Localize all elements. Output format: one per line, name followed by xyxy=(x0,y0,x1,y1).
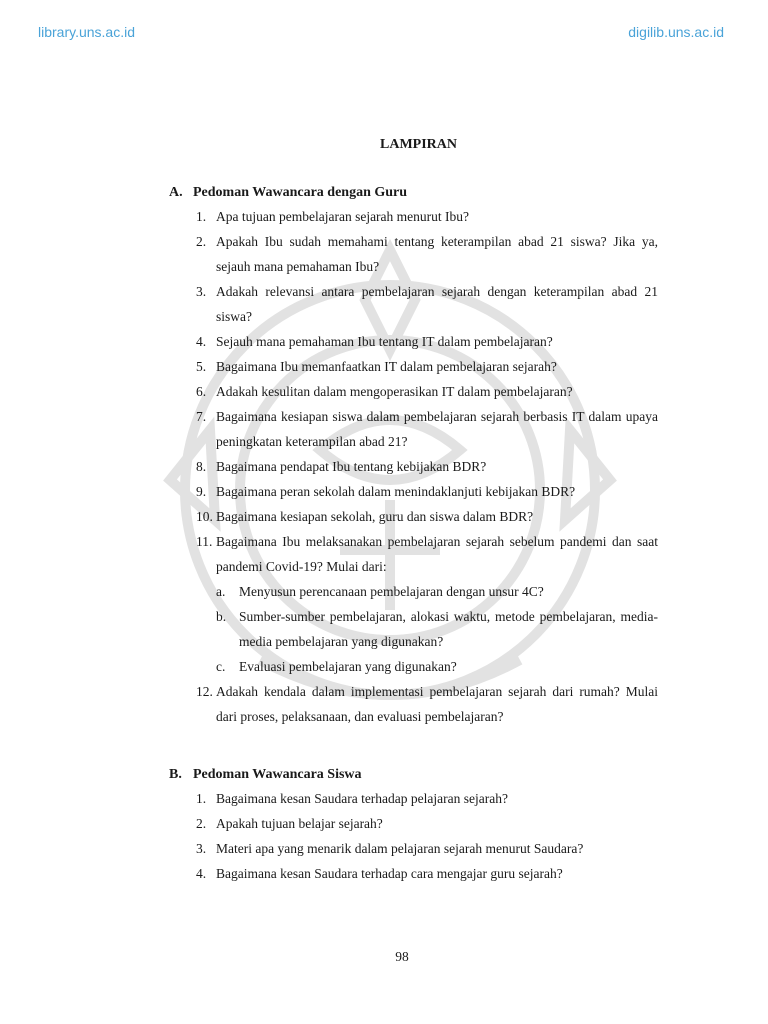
item-text: Adakah kendala dalam implementasi pembelajaran sejarah dari rumah? Mulai dari proses, pelaksanaan, dan evaluasi pembelajaran? xyxy=(216,684,658,724)
item-number: 3. xyxy=(196,841,207,856)
item-number: 12. xyxy=(196,684,213,699)
item-number: 9. xyxy=(196,484,207,499)
list-item xyxy=(169,861,658,886)
document-body xyxy=(169,137,658,886)
sub-item-letter: b. xyxy=(216,609,227,624)
item-text: Sejauh mana pemahaman Ibu tentang IT dalam pembelajaran? xyxy=(216,334,553,349)
page-number: 98 xyxy=(395,949,409,964)
sub-item xyxy=(216,579,658,604)
item-number: 7. xyxy=(196,409,207,424)
list-item xyxy=(169,329,658,354)
item-text: Bagaimana kesan Saudara terhadap pelajaran sejarah? xyxy=(216,791,508,806)
sub-item xyxy=(216,604,658,654)
section-a-list xyxy=(169,204,658,729)
item-text: Bagaimana Ibu melaksanakan pembelajaran sejarah sebelum pandemi dan saat pandemi Covid-19? Mulai dari: xyxy=(216,534,658,574)
section-a-letter: A. xyxy=(169,185,183,200)
item-text: Bagaimana Ibu memanfaatkan IT dalam pembelajaran sejarah? xyxy=(216,359,557,374)
list-item xyxy=(169,229,658,279)
section-a-title: Pedoman Wawancara dengan Guru xyxy=(193,185,408,200)
list-item xyxy=(169,504,658,529)
list-item xyxy=(169,529,658,679)
sub-item-text: Evaluasi pembelajaran yang digunakan? xyxy=(239,659,457,674)
item-text: Bagaimana pendapat Ibu tentang kebijakan BDR? xyxy=(216,459,487,474)
sub-item-text: Menyusun perencanaan pembelajaran dengan unsur 4C? xyxy=(239,584,544,599)
list-item xyxy=(169,204,658,229)
item-text: Bagaimana kesan Saudara terhadap cara mengajar guru sejarah? xyxy=(216,866,563,881)
item-number: 4. xyxy=(196,334,207,349)
item-number: 4. xyxy=(196,866,207,881)
section-b-title: Pedoman Wawancara Siswa xyxy=(193,767,362,782)
item-text: Bagaimana peran sekolah dalam menindaklanjuti kebijakan BDR? xyxy=(216,484,576,499)
list-item xyxy=(169,786,658,811)
list-item xyxy=(169,379,658,404)
sub-item-letter: a. xyxy=(216,584,226,599)
section-b-list xyxy=(169,786,658,886)
section-a-heading xyxy=(169,185,658,201)
item-text: Apakah Ibu sudah memahami tentang keterampilan abad 21 siswa? Jika ya, sejauh mana pemahaman Ibu? xyxy=(216,234,658,274)
item-text: Adakah kesulitan dalam mengoperasikan IT dalam pembelajaran? xyxy=(216,384,573,399)
item-text: Materi apa yang menarik dalam pelajaran sejarah menurut Saudara? xyxy=(216,841,584,856)
item-number: 2. xyxy=(196,234,207,249)
section-b-letter: B. xyxy=(169,767,182,782)
list-item xyxy=(169,454,658,479)
section-b-heading xyxy=(169,767,658,783)
sub-item xyxy=(216,654,658,679)
library-link[interactable]: library.uns.ac.id xyxy=(38,24,136,40)
item-text: Apakah tujuan belajar sejarah? xyxy=(216,816,383,831)
list-item xyxy=(169,479,658,504)
item-number: 5. xyxy=(196,359,207,374)
list-item xyxy=(169,279,658,329)
digilib-link[interactable]: digilib.uns.ac.id xyxy=(628,24,724,40)
list-item xyxy=(169,679,658,729)
list-item xyxy=(169,836,658,861)
list-item xyxy=(169,354,658,379)
sub-item-letter: c. xyxy=(216,659,226,674)
list-item xyxy=(169,811,658,836)
item-text: Apa tujuan pembelajaran sejarah menurut Ibu? xyxy=(216,209,470,224)
item-number: 1. xyxy=(196,209,207,224)
item-number: 6. xyxy=(196,384,207,399)
item-number: 8. xyxy=(196,459,207,474)
item-number: 3. xyxy=(196,284,207,299)
item-text: Bagaimana kesiapan sekolah, guru dan siswa dalam BDR? xyxy=(216,509,534,524)
item-number: 10. xyxy=(196,509,213,524)
page-title: LAMPIRAN xyxy=(380,137,457,152)
item-text: Bagaimana kesiapan siswa dalam pembelajaran sejarah berbasis IT dalam upaya peningkatan keterampilan abad 21? xyxy=(216,409,658,449)
item-number: 1. xyxy=(196,791,207,806)
item-text: Adakah relevansi antara pembelajaran sejarah dengan keterampilan abad 21 siswa? xyxy=(216,284,658,324)
item-number: 11. xyxy=(196,534,213,549)
list-item xyxy=(169,404,658,454)
item-number: 2. xyxy=(196,816,207,831)
sub-item-text: Sumber-sumber pembelajaran, alokasi waktu, metode pembelajaran, media-media pembelajaran yang digunakan? xyxy=(239,609,658,649)
